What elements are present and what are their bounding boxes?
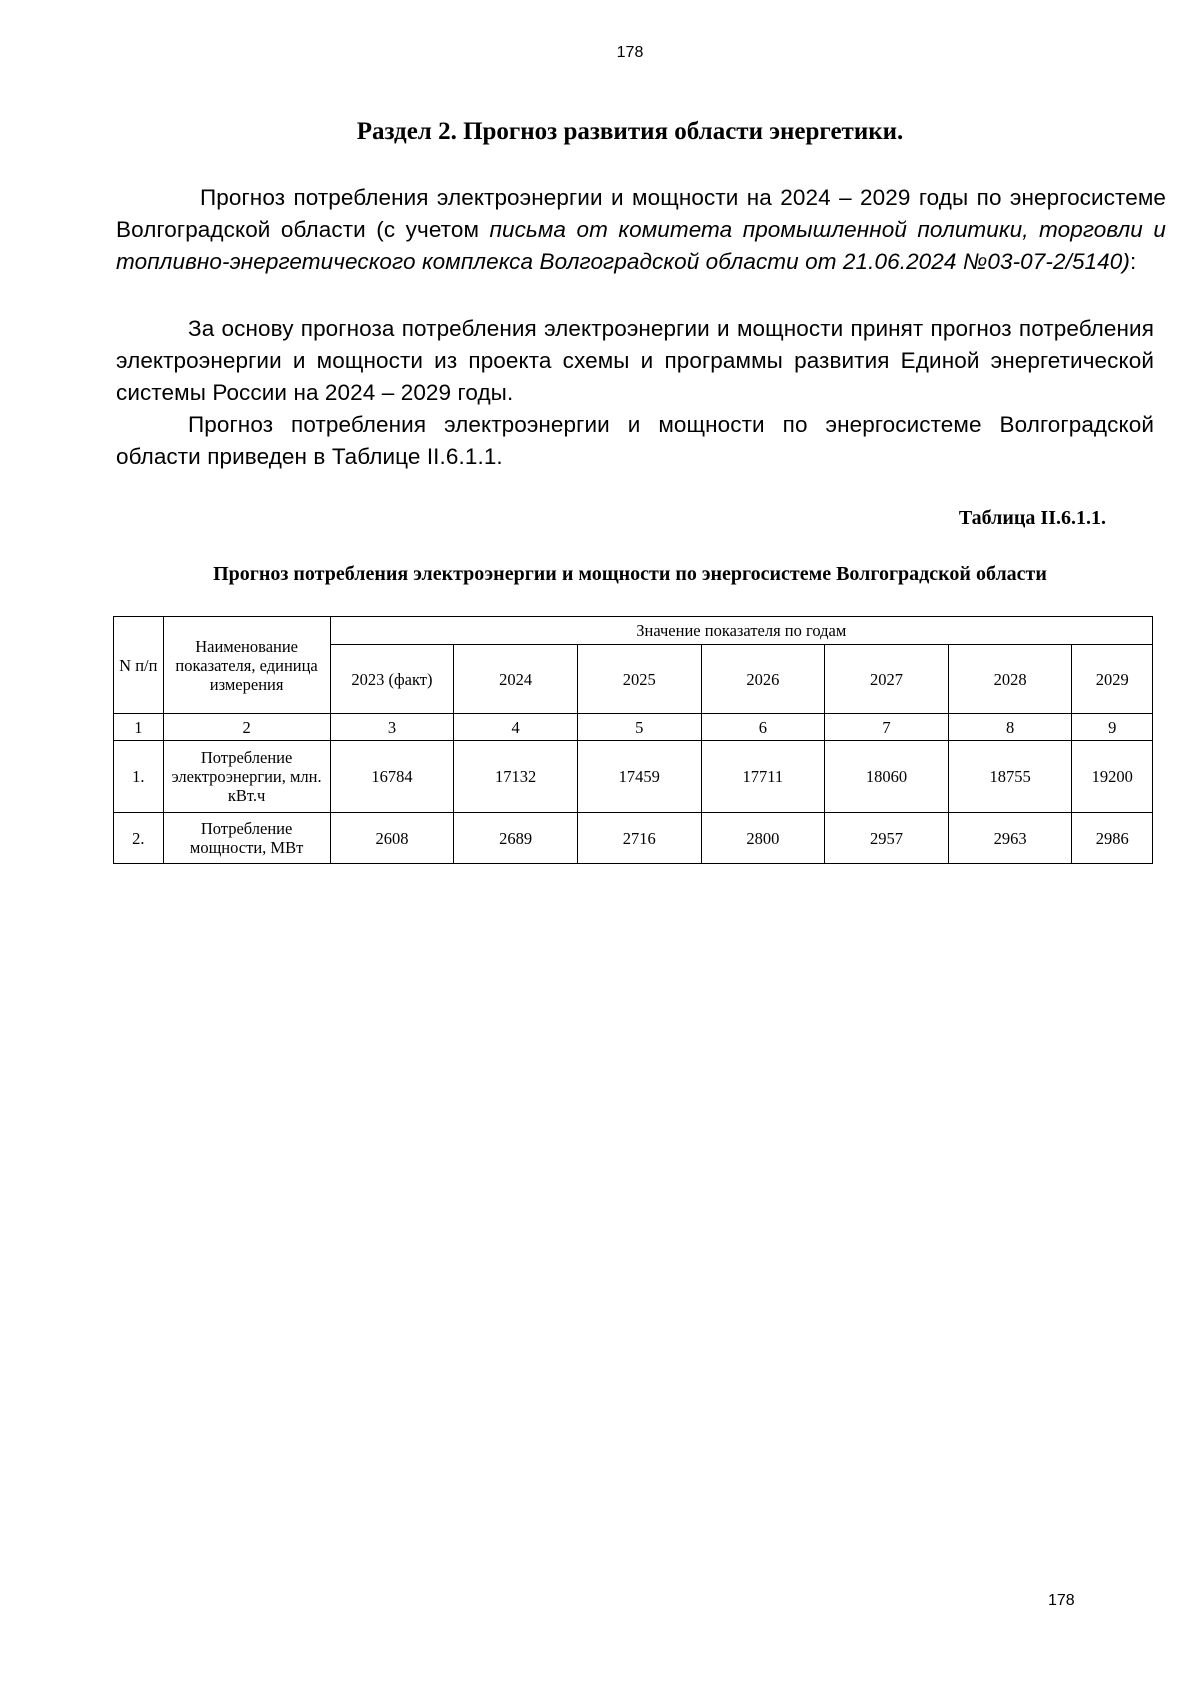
row-value: 2608: [330, 813, 454, 864]
row-value: 17132: [454, 741, 578, 813]
header-name: Наименование показателя, единица измерения: [163, 617, 330, 714]
header-year: 2029: [1072, 645, 1153, 714]
column-number: 5: [577, 714, 701, 741]
section-title: Раздел 2. Прогноз развития области энергетики.: [356, 118, 904, 145]
column-number: 6: [701, 714, 825, 741]
table-header-row: [114, 617, 1153, 645]
row-value: 18060: [825, 741, 949, 813]
table-row: [114, 813, 1153, 864]
column-number: 9: [1072, 714, 1153, 741]
row-number: 1.: [114, 741, 164, 813]
paragraph-3: Прогноз потребления электроэнергии и мощности по энергосистеме Волгоградской области приведен в Таблице II.6.1.1.: [116, 412, 1154, 469]
column-number: 2: [163, 714, 330, 741]
forecast-table: [113, 616, 1153, 864]
column-number: 4: [454, 714, 578, 741]
row-name: Потребление мощности, МВт: [163, 813, 330, 864]
header-group: Значение показателя по годам: [330, 617, 1152, 645]
row-value: 2957: [825, 813, 949, 864]
column-number: 8: [948, 714, 1072, 741]
table-caption: Прогноз потребления электроэнергии и мощности по энергосистеме Волгоградской области: [213, 563, 1047, 585]
row-value: 2800: [701, 813, 825, 864]
row-value: 2716: [577, 813, 701, 864]
column-number: 7: [825, 714, 949, 741]
table-row: [114, 741, 1153, 813]
column-number: 3: [330, 714, 454, 741]
header-year: 2026: [701, 645, 825, 714]
row-value: 2689: [454, 813, 578, 864]
row-value: 19200: [1072, 741, 1153, 813]
paragraph-2: За основу прогноза потребления электроэнергии и мощности принят прогноз потребления электроэнергии и мощности из проекта схемы и программы развития Единой энергетической системы России на 2024 – 2029 годы.: [116, 316, 1154, 405]
row-value: 18755: [948, 741, 1072, 813]
row-value: 16784: [330, 741, 454, 813]
header-n: N п/п: [114, 617, 164, 714]
row-value: 17459: [577, 741, 701, 813]
paragraph-1: [116, 182, 1166, 278]
row-value: 17711: [701, 741, 825, 813]
paragraph-1-text: Прогноз потребления электроэнергии и мощности на 2024 – 2029 годы по энергосистеме Волгоградской области (с учетом: [116, 185, 1166, 242]
header-year: 2023 (факт): [330, 645, 454, 714]
row-value: 2963: [948, 813, 1072, 864]
row-name: Потребление электроэнергии, млн. кВт.ч: [163, 741, 330, 813]
header-year: 2028: [948, 645, 1072, 714]
header-year: 2025: [577, 645, 701, 714]
table-column-numbers-row: [114, 714, 1153, 741]
row-value: 2986: [1072, 813, 1153, 864]
header-year: 2024: [454, 645, 578, 714]
table-label: Таблица II.6.1.1.: [958, 507, 1106, 529]
page-number-bottom: 178: [1048, 1592, 1075, 1609]
page-number-top: 178: [616, 44, 644, 61]
paragraph-1-end: :: [1130, 249, 1137, 274]
column-number: 1: [114, 714, 164, 741]
row-number: 2.: [114, 813, 164, 864]
paragraph-1-italic: письма от комитета промышленной политики, торговли и топливно-энергетического комплекса Волгоградской области от 21.06.2024 №03-07-2/5140): [116, 217, 1166, 274]
header-year: 2027: [825, 645, 949, 714]
